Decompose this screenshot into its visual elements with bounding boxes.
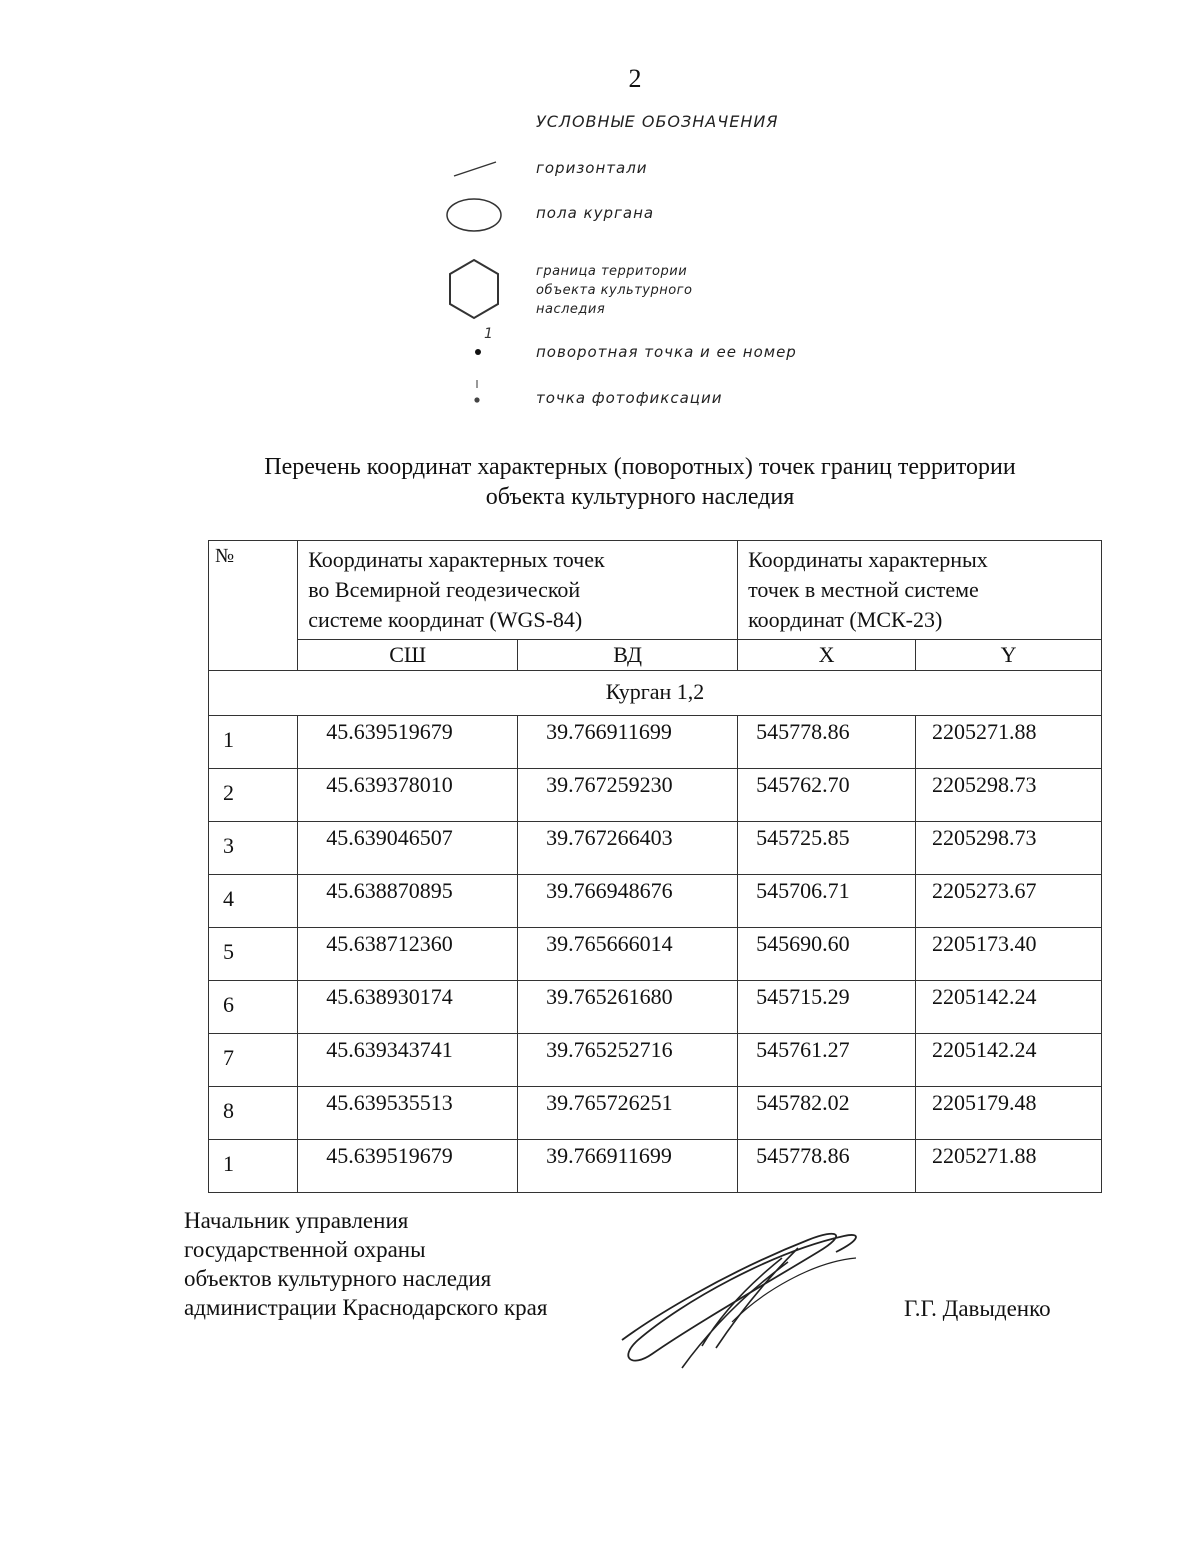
cell-latitude: 45.638930174 — [298, 981, 518, 1034]
header-lat: СШ — [298, 640, 518, 671]
handwritten-signature — [612, 1222, 872, 1372]
cell-x: 545725.85 — [738, 822, 916, 875]
cell-point-number: 8 — [209, 1087, 298, 1140]
table-row — [209, 716, 1102, 769]
table-header-row — [209, 541, 1102, 640]
legend-label-boundary: граница территории объекта культурного наследия — [536, 264, 693, 317]
cell-point-number: 5 — [209, 928, 298, 981]
header-msk23: Координаты характерных точек в местной системе координат (МСК-23) — [738, 541, 1102, 640]
cell-y: 2205142.24 — [916, 981, 1102, 1034]
cell-x: 545782.02 — [738, 1087, 916, 1140]
turning-point-marker: 1 — [484, 326, 493, 342]
cell-longitude: 39.765261680 — [518, 981, 738, 1034]
list-title: Перечень координат характерных (поворотных) точек границ территории объекта культурного наследия — [264, 454, 1016, 510]
cell-y: 2205271.88 — [916, 1140, 1102, 1193]
legend-item-boundary — [440, 262, 940, 332]
cell-longitude: 39.765666014 — [518, 928, 738, 981]
table-row — [209, 1034, 1102, 1087]
cell-longitude: 39.767266403 — [518, 822, 738, 875]
header-lon: ВД — [518, 640, 738, 671]
cell-latitude: 45.639535513 — [298, 1087, 518, 1140]
cell-point-number: 6 — [209, 981, 298, 1034]
legend-label-mound: пола кургана — [536, 204, 655, 222]
table-row — [209, 875, 1102, 928]
cell-point-number: 1 — [209, 716, 298, 769]
cell-y: 2205298.73 — [916, 769, 1102, 822]
cell-longitude: 39.767259230 — [518, 769, 738, 822]
table-row — [209, 981, 1102, 1034]
cell-point-number: 4 — [209, 875, 298, 928]
cell-point-number: 2 — [209, 769, 298, 822]
table-row — [209, 928, 1102, 981]
cell-latitude: 45.639046507 — [298, 822, 518, 875]
cell-point-number: 3 — [209, 822, 298, 875]
cell-x: 545715.29 — [738, 981, 916, 1034]
legend-label-photo-point: точка фотофиксации — [536, 389, 723, 407]
table-row — [209, 822, 1102, 875]
legend-label-turning-point: поворотная точка и ее номер — [536, 343, 797, 361]
cell-longitude: 39.766911699 — [518, 1140, 738, 1193]
cell-latitude: 45.639378010 — [298, 769, 518, 822]
table-row — [209, 1087, 1102, 1140]
cell-y: 2205179.48 — [916, 1087, 1102, 1140]
legend-item-photo-point — [440, 386, 940, 446]
signatory-name: Г.Г. Давыденко — [904, 1296, 1051, 1321]
cell-latitude: 45.639343741 — [298, 1034, 518, 1087]
cell-longitude: 39.766948676 — [518, 875, 738, 928]
legend-label-contours: горизонтали — [536, 159, 648, 177]
cell-y: 2205271.88 — [916, 716, 1102, 769]
legend-title: УСЛОВНЫЕ ОБОЗНАЧЕНИЯ — [536, 112, 779, 131]
cell-longitude: 39.765726251 — [518, 1087, 738, 1140]
table-subheader-row — [209, 640, 1102, 671]
cell-y: 2205273.67 — [916, 875, 1102, 928]
cell-point-number: 1 — [209, 1140, 298, 1193]
cell-x: 545706.71 — [738, 875, 916, 928]
photo-point-icon — [440, 378, 524, 448]
cell-y: 2205142.24 — [916, 1034, 1102, 1087]
cell-y: 2205298.73 — [916, 822, 1102, 875]
table-section-row — [209, 671, 1102, 716]
section-label: Курган 1,2 — [209, 671, 1102, 716]
header-wgs84: Координаты характерных точек во Всемирной геодезической системе координат (WGS-84) — [298, 541, 738, 640]
cell-x: 545778.86 — [738, 716, 916, 769]
table-row — [209, 1140, 1102, 1193]
signatory-position: Начальник управления государственной охраны объектов культурного наследия администрации Краснодарского края — [184, 1208, 548, 1320]
cell-y: 2205173.40 — [916, 928, 1102, 981]
territory-boundary-hexagon-icon — [440, 258, 524, 328]
mound-floor-ellipse-icon — [440, 189, 524, 259]
cell-longitude: 39.765252716 — [518, 1034, 738, 1087]
cell-x: 545690.60 — [738, 928, 916, 981]
cell-latitude: 45.639519679 — [298, 716, 518, 769]
legend-item-mound — [440, 203, 940, 263]
cell-latitude: 45.639519679 — [298, 1140, 518, 1193]
page-number: 2 — [628, 64, 642, 93]
cell-x: 545778.86 — [738, 1140, 916, 1193]
cell-latitude: 45.638712360 — [298, 928, 518, 981]
header-number: № — [209, 541, 298, 671]
cell-latitude: 45.638870895 — [298, 875, 518, 928]
coordinates-table — [208, 540, 1102, 1193]
cell-longitude: 39.766911699 — [518, 716, 738, 769]
table-row — [209, 769, 1102, 822]
cell-point-number: 7 — [209, 1034, 298, 1087]
header-y: Y — [916, 640, 1102, 671]
header-x: X — [738, 640, 916, 671]
cell-x: 545762.70 — [738, 769, 916, 822]
cell-x: 545761.27 — [738, 1034, 916, 1087]
